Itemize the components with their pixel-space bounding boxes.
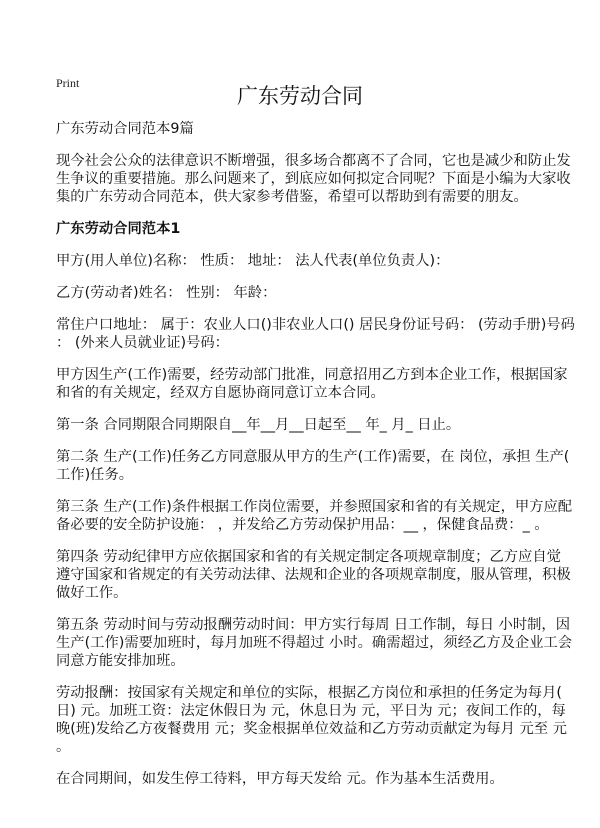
text-line: 第一条 合同期限合同期限自__年__月__日起至__ 年_ 月_ 日止。	[56, 417, 461, 433]
paragraph	[56, 284, 556, 302]
text-line: 第二条 生产(工作)任务乙方同意服从甲方的生产(工作)需要，在 岗位，承担 生产(	[56, 449, 570, 465]
text-line: 第四条 劳动纪律甲方应依据国家和省的有关规定制定各项规章制度；乙方应自觉	[56, 549, 561, 565]
text-line: 生产(工作)需要加班时，每月加班不得超过 小时。确需超过，须经乙方及企业工会	[56, 635, 573, 651]
text-line: 遵守国家和省规定的有关劳动法律、法规和企业的各项规章制度，服从管理，积极	[56, 567, 571, 583]
text-line: 集的广东劳动合同范本，供大家参考借鉴，希望可以帮助到有需要的朋友。	[56, 189, 528, 205]
text-line: 广东劳动合同范本1	[56, 221, 181, 237]
text-line: 。	[56, 739, 71, 755]
text-line: 生争议的重要措施。那么问题来了，到底应如何拟定合同呢？下面是小编为大家收	[56, 171, 571, 187]
paragraph	[56, 120, 556, 138]
paragraph	[56, 448, 570, 484]
text-line: 在合同期间，如发生停工待料，甲方每天发给 元。作为基本生活费用。	[56, 771, 504, 787]
text-line: 劳动报酬：按国家有关规定和单位的实际，根据乙方岗位和承担的任务定为每月(	[56, 685, 562, 701]
document-body	[56, 120, 575, 802]
text-line: 甲方(用人单位)名称： 性质： 地址： 法人代表(单位负责人)：	[56, 253, 450, 269]
text-line: 甲方因生产(工作)需要，经劳动部门批准，同意招用乙方到本企业工作，根据国家	[56, 367, 568, 383]
paragraph	[56, 684, 567, 756]
text-line: 和省的有关规定，经双方自愿协商同意订立本合同。	[56, 385, 385, 401]
text-line: 第三条 生产(工作)条件根据工作岗位需要，并参照国家和省的有关规定，甲方应配	[56, 499, 573, 515]
page-title: 广东劳动合同	[237, 84, 363, 108]
paragraph	[56, 366, 568, 402]
text-line: 日) 元。加班工资：法定休假日为 元，休息日为 元，平日为 元；夜间工作的，每	[56, 703, 566, 719]
text-line: 现今社会公众的法律意识不断增强，很多场合都离不了合同，它也是减少和防止发	[56, 153, 571, 169]
text-line: 晚(班)发给乙方夜餐费用 元；奖金根据单位效益和乙方劳动贡献定为每月 元至 元	[56, 721, 567, 737]
paragraph	[56, 252, 556, 270]
text-line: 乙方(劳动者)姓名： 性别： 年龄：	[56, 285, 277, 301]
paragraph	[56, 152, 571, 206]
print-link[interactable]: Print	[56, 76, 80, 90]
paragraph	[56, 316, 575, 352]
paragraph	[56, 416, 556, 434]
paragraph	[56, 616, 573, 670]
text-line: 工作)任务。	[56, 467, 134, 483]
text-line: 常住户口地址： 属于：农业人口()非农业人口() 居民身份证号码： (劳动手册)号码	[56, 317, 575, 333]
text-line: 第五条 劳动时间与劳动报酬劳动时间：甲方实行每周 日工作制，每日 小时制，因	[56, 617, 571, 633]
text-line: 做好工作。	[56, 585, 128, 601]
section-heading	[56, 220, 556, 238]
text-line: 广东劳动合同范本9篇	[56, 121, 194, 137]
text-line: ： (外来人员就业证)号码：	[56, 335, 229, 351]
text-line: 同意方能安排加班。	[56, 653, 185, 669]
paragraph	[56, 498, 573, 534]
text-line: 备必要的安全防护设施： ，并发给乙方劳动保护用品：__ ，保健食品费：_ 。	[56, 517, 549, 533]
paragraph	[56, 770, 556, 788]
paragraph	[56, 548, 571, 602]
